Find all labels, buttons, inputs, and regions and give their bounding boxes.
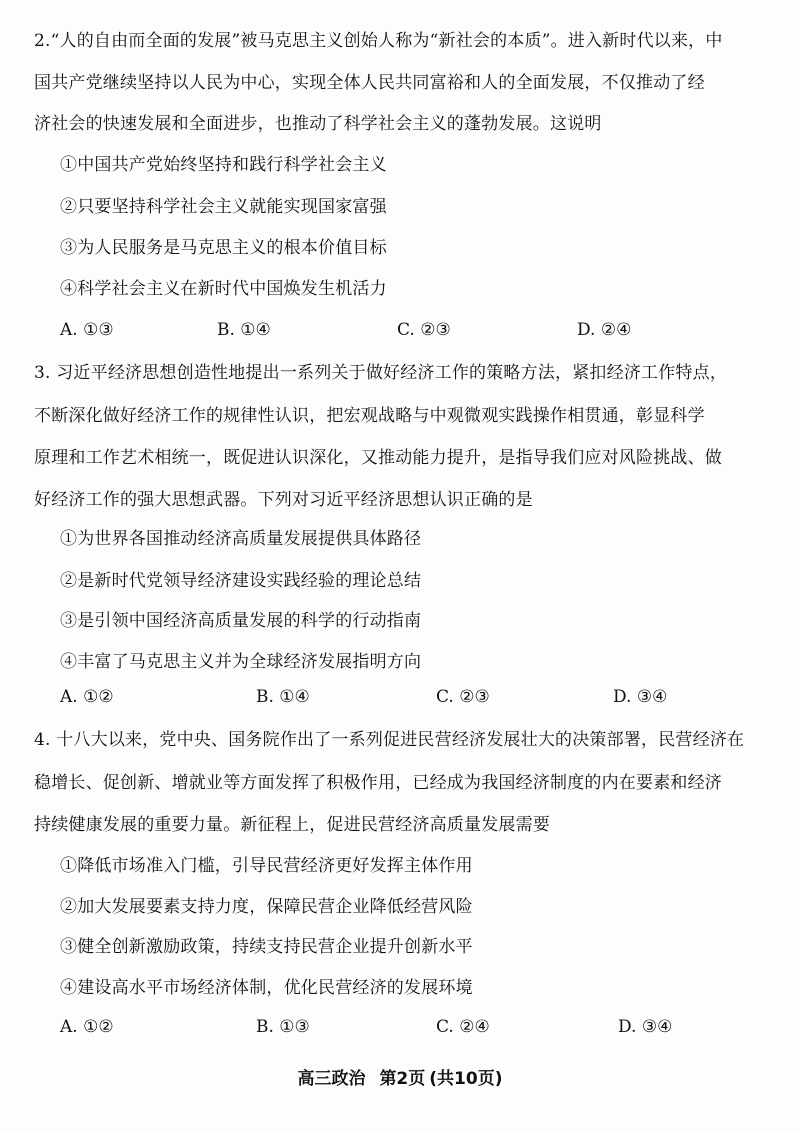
q2-stem-line-2: 国共产党继续坚持以人民为中心，实现全体人民共同富裕和人的全面发展，不仅推动了经 <box>34 73 705 93</box>
q2-choice-a[interactable]: A. ①③ <box>60 320 114 340</box>
q3-statement-2: ②是新时代党领导经济建设实践经验的理论总结 <box>60 571 422 591</box>
q4-statement-4: ④建设高水平市场经济体制，优化民营经济的发展环境 <box>60 978 473 998</box>
q4-stem-line-2: 稳增长、促创新、增就业等方面发挥了积极作用，已经成为我国经济制度的内在要素和经济 <box>34 773 722 793</box>
q2-choice-b[interactable]: B. ①④ <box>217 320 271 340</box>
q4-choice-d[interactable]: D. ③④ <box>618 1017 673 1037</box>
q3-choice-b[interactable]: B. ①④ <box>256 687 310 707</box>
q4-choice-b[interactable]: B. ①③ <box>256 1017 310 1037</box>
footer-page-number: 第2页 <box>379 1069 426 1089</box>
q3-stem-line-1: 3. 习近平经济思想创造性地提出一系列关于做好经济工作的策略方法，紧扣经济工作特点， <box>34 363 728 383</box>
q2-statement-1: ①中国共产党始终坚持和践行科学社会主义 <box>60 155 387 175</box>
q3-statement-4: ④丰富了马克思主义并为全球经济发展指明方向 <box>60 652 422 672</box>
q4-statement-2: ②加大发展要素支持力度，保障民营企业降低经营风险 <box>60 897 473 917</box>
footer-subject: 高三政治 <box>297 1069 366 1089</box>
q4-statement-3: ③健全创新激励政策，持续支持民营企业提升创新水平 <box>60 937 473 957</box>
q4-stem-line-1: 4. 十八大以来，党中央、国务院作出了一系列促进民营经济发展壮大的决策部署，民营经济在 <box>34 730 745 750</box>
q2-statement-3: ③为人民服务是马克思主义的根本价值目标 <box>60 238 387 258</box>
q4-choices <box>60 1016 775 1040</box>
q4-statement-1: ①降低市场准入门槛，引导民营经济更好发挥主体作用 <box>60 856 473 876</box>
q3-statement-1: ①为世界各国推动经济高质量发展提供具体路径 <box>60 529 422 549</box>
q2-choices <box>60 319 775 343</box>
q3-choice-a[interactable]: A. ①② <box>60 687 114 707</box>
q2-statement-2: ②只要坚持科学社会主义就能实现国家富强 <box>60 197 387 217</box>
page-footer <box>0 1068 800 1090</box>
q2-stem-line-3: 济社会的快速发展和全面进步，也推动了科学社会主义的蓬勃发展。这说明 <box>34 114 602 134</box>
q3-stem-line-2: 不断深化做好经济工作的规律性认识，把宏观战略与中观微观实践操作相贯通，彰显科学 <box>34 406 705 426</box>
q3-choices <box>60 686 775 710</box>
q3-stem-line-4: 好经济工作的强大思想武器。下列对习近平经济思想认识正确的是 <box>34 490 533 510</box>
q4-choice-c[interactable]: C. ②④ <box>436 1017 490 1037</box>
q3-choice-c[interactable]: C. ②③ <box>436 687 490 707</box>
q3-choice-d[interactable]: D. ③④ <box>613 687 668 707</box>
q2-stem-line-1: 2.“人的自由而全面的发展”被马克思主义创始人称为“新社会的本质”。进入新时代以来，中 <box>34 31 723 51</box>
q3-statement-3: ③是引领中国经济高质量发展的科学的行动指南 <box>60 611 422 631</box>
q2-choice-c[interactable]: C. ②③ <box>397 320 451 340</box>
footer-total-pages: (共10页) <box>429 1069 503 1089</box>
q2-statement-4: ④科学社会主义在新时代中国焕发生机活力 <box>60 279 387 299</box>
q3-stem-line-3: 原理和工作艺术相统一，既促进认识深化，又推动能力提升，是指导我们应对风险挑战、做 <box>34 448 722 468</box>
q4-choice-a[interactable]: A. ①② <box>60 1017 114 1037</box>
q4-stem-line-3: 持续健康发展的重要力量。新征程上，促进民营经济高质量发展需要 <box>34 815 550 835</box>
q2-choice-d[interactable]: D. ②④ <box>577 320 632 340</box>
